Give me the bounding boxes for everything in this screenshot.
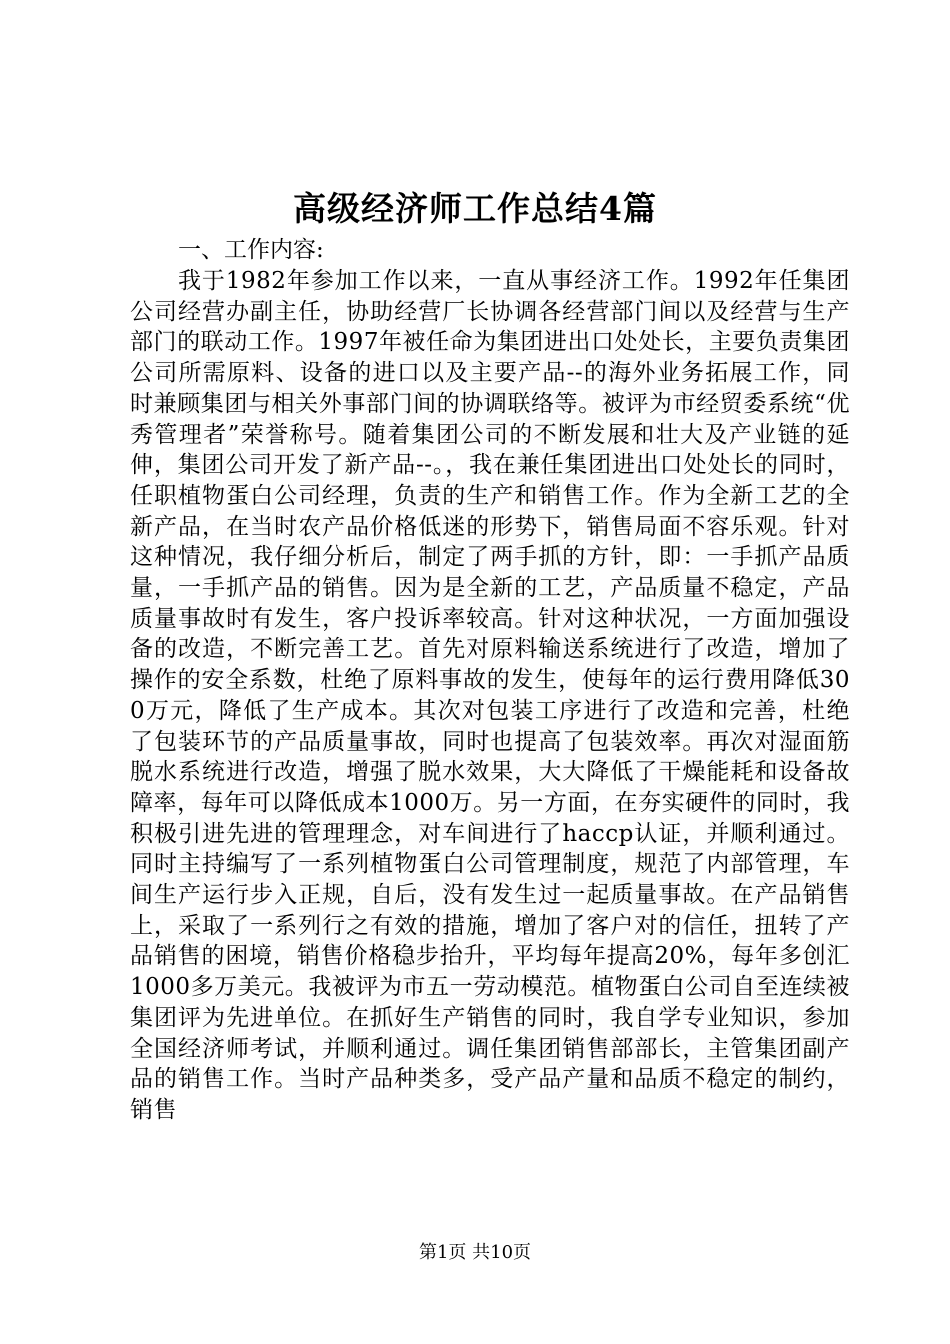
page-footer: 第1页 共10页	[418, 1242, 532, 1263]
section-heading: 一、工作内容:	[178, 237, 324, 263]
body-paragraph: 我于1982年参加工作以来，一直从事经济工作。1992年任集团公司经营办副主任，协助经营厂长协调各经营部门间以及经营与生产部门的联动工作。1997年被任命为集团进出口处处长，主要负责集团公司所需原料、设备的进口以及主要产品--的海外业务拓展工作，同时兼顾集团与相关外事部门间的协调联络等。被评为市经贸委系统“优秀管理者”荣誉称号。随着集团公司的不断发展和壮大及产业链的延伸，集团公司开发了新产品--。，我在兼任集团进出口处处长的同时，任职植物蛋白公司经理，负责的生产和销售工作。作为全新工艺的全新产品，在当时农产品价格低迷的形势下，销售局面不容乐观。针对这种情况，我仔细分析后，制定了两手抓的方针，即：一手抓产品质量，一手抓产品的销售。因为是全新的工艺，产品质量不稳定，产品质量事故时有发生，客户投诉率较高。针对这种状况，一方面加强设备的改造，不断完善工艺。首先对原料输送系统进行了改造，增加了操作的安全系数，杜绝了原料事故的发生，使每年的运行费用降低300万元，降低了生产成本。其次对包装工序进行了改造和完善，杜绝了包装环节的产品质量事故，同时也提高了包装效率。再次对湿面筋脱水系统进行改造，增强了脱水效果，大大降低了干燥能耗和设备故障率，每年可以降低成本1000万。另一方面，在夯实硬件的同时，我积极引进先进的管理理念，对车间进行了haccp认证，并顺利通过。同时主持编写了一系列植物蛋白公司管理制度，规范了内部管理，车间生产运行步入正规，自后，没有发生过一起质量事故。在产品销售上，采取了一系列行之有效的措施，增加了客户对的信任，扭转了产品销售的困境，销售价格稳步抬升，平均每年提高20%，每年多创汇1000多万美元。我被评为市五一劳动模范。植物蛋白公司自至连续被集团评为先进单位。在抓好生产销售的同时，我自学专业知识，参加全国经济师考试，并顺利通过。调任集团销售部部长，主管集团副产品的销售工作。当时产品种类多，受产品产量和品质不稳定的制约，销售	[130, 268, 850, 1123]
document-title: 高级经济师工作总结4篇	[293, 189, 657, 228]
